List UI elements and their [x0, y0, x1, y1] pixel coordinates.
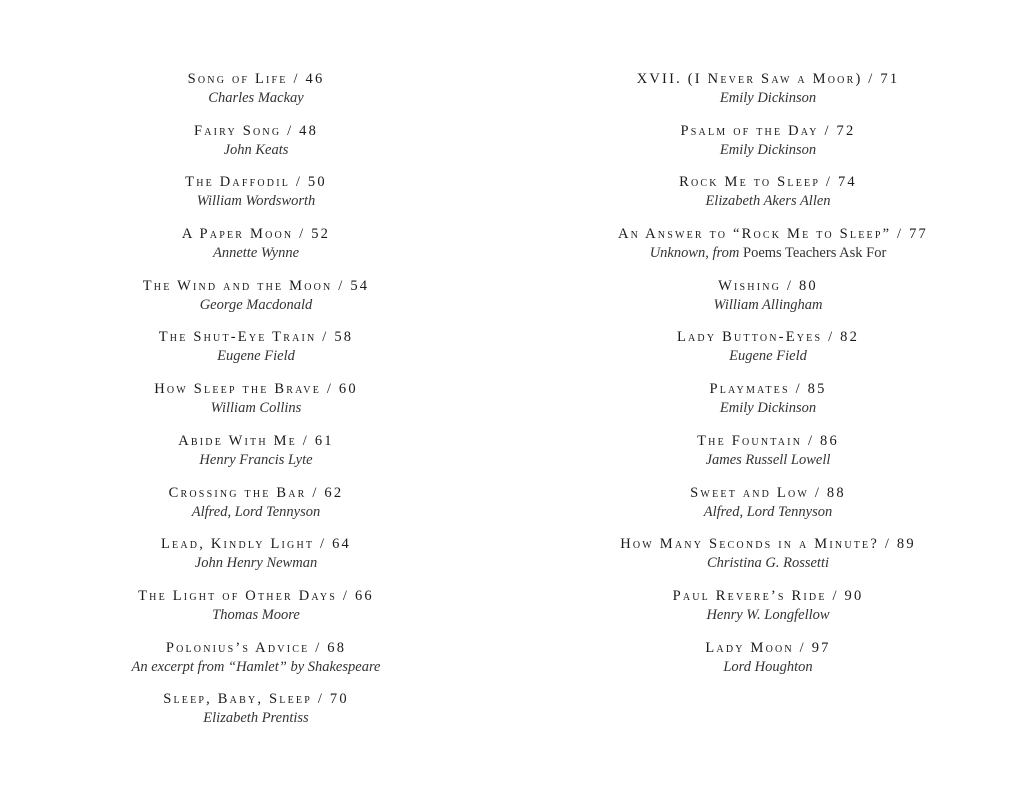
poem-author: Charles Mackay — [208, 90, 304, 106]
toc-right-column — [618, 69, 929, 689]
toc-entry[interactable] — [618, 431, 918, 483]
poem-author: Eugene Field — [217, 348, 295, 365]
poem-title[interactable]: The Fountain / 86 — [697, 432, 839, 449]
poem-author: William Allingham — [713, 296, 823, 313]
toc-entry[interactable] — [106, 276, 406, 328]
toc-entry[interactable] — [106, 69, 406, 121]
toc-entry[interactable] — [106, 224, 406, 276]
toc-entry[interactable] — [618, 224, 929, 276]
poem-author: Alfred, Lord Tennyson — [191, 503, 321, 520]
poem-title[interactable]: Polonius’s Advice / 68 — [165, 639, 347, 656]
toc-entry[interactable] — [106, 121, 406, 173]
poem-author: An excerpt from “Hamlet” by Shakespeare — [131, 658, 381, 675]
poem-title[interactable]: Lead, Kindly Light / 64 — [161, 536, 351, 553]
poem-title[interactable]: Playmates / 85 — [709, 381, 827, 398]
toc-entry[interactable] — [618, 69, 918, 121]
poem-title[interactable]: Rock Me to Sleep / 74 — [679, 174, 857, 191]
poem-author: George Macdonald — [199, 296, 313, 313]
toc-entry[interactable] — [106, 534, 406, 586]
poem-title[interactable]: The Shut-Eye Train / 58 — [158, 329, 354, 346]
poem-title[interactable]: Abide With Me / 61 — [178, 432, 334, 449]
poem-title[interactable]: The Wind and the Moon / 54 — [142, 277, 370, 294]
poem-title[interactable]: The Daffodil / 50 — [185, 174, 327, 191]
poem-author: William Collins — [210, 400, 302, 417]
toc-entry[interactable] — [106, 431, 406, 483]
toc-entry[interactable] — [618, 586, 918, 638]
poem-title[interactable]: An Answer to “Rock Me to Sleep” / 77 — [618, 226, 929, 243]
poem-author: Eugene Field — [729, 348, 807, 365]
toc-entry[interactable] — [106, 638, 406, 690]
poem-title[interactable]: How Many Seconds in a Minute? / 89 — [620, 536, 916, 553]
poem-title[interactable]: Lady Button-Eyes / 82 — [676, 329, 860, 346]
toc-entry[interactable] — [618, 379, 918, 431]
poem-title[interactable]: Sweet and Low / 88 — [690, 484, 846, 501]
poem-title[interactable]: Song of Life / 46 — [187, 71, 325, 87]
poem-author: Henry Francis Lyte — [199, 451, 313, 468]
poem-author: William Wordsworth — [196, 193, 316, 210]
poem-author: James Russell Lowell — [705, 451, 831, 468]
toc-entry[interactable] — [618, 276, 918, 328]
poem-title[interactable]: Psalm of the Day / 72 — [680, 122, 856, 139]
poem-author: John Keats — [223, 141, 289, 158]
toc-entry[interactable] — [618, 327, 918, 379]
poem-author: Christina G. Rossetti — [706, 555, 830, 572]
poem-title[interactable]: Wishing / 80 — [718, 277, 818, 294]
poem-title[interactable]: How Sleep the Brave / 60 — [154, 381, 358, 398]
poem-author: Henry W. Longfellow — [706, 606, 830, 623]
toc-entry[interactable] — [106, 379, 406, 431]
poem-author — [618, 244, 918, 263]
author-prefix: Unknown, from — [649, 245, 743, 262]
toc-entry[interactable] — [106, 172, 406, 224]
toc-entry[interactable] — [106, 483, 406, 535]
poem-title[interactable]: Lady Moon / 97 — [705, 639, 831, 656]
toc-entry[interactable] — [618, 638, 918, 690]
poem-author: Alfred, Lord Tennyson — [703, 503, 833, 520]
toc-entry[interactable] — [106, 689, 406, 741]
toc-entry[interactable] — [106, 327, 406, 379]
poem-author: John Henry Newman — [194, 555, 318, 572]
toc-left-column — [106, 69, 406, 741]
poem-title[interactable]: Paul Revere’s Ride / 90 — [672, 587, 864, 604]
poem-author: Lord Houghton — [723, 658, 813, 675]
toc-entry[interactable] — [618, 172, 918, 224]
poem-title[interactable]: The Light of Other Days / 66 — [138, 587, 374, 604]
poem-title[interactable]: Fairy Song / 48 — [193, 122, 319, 139]
toc-entry[interactable] — [618, 121, 918, 173]
toc-entry[interactable] — [618, 483, 918, 535]
poem-author: Elizabeth Akers Allen — [705, 193, 831, 210]
poem-title[interactable]: Sleep, Baby, Sleep / 70 — [163, 691, 349, 708]
poem-title[interactable]: XVII. (I Never Saw a Moor) / 71 — [636, 71, 900, 87]
poem-author: Emily Dickinson — [719, 90, 817, 106]
poem-author: Elizabeth Prentiss — [203, 710, 309, 727]
toc-entry[interactable] — [106, 586, 406, 638]
poem-author: Annette Wynne — [212, 245, 300, 262]
poem-author: Thomas Moore — [212, 606, 300, 623]
poem-author: Emily Dickinson — [719, 400, 817, 417]
poem-author: Emily Dickinson — [719, 141, 817, 158]
toc-entry[interactable] — [618, 534, 918, 586]
poem-title[interactable]: Crossing the Bar / 62 — [168, 484, 344, 501]
source-book-title: Poems Teachers Ask For — [743, 245, 887, 262]
poem-title[interactable]: A Paper Moon / 52 — [181, 226, 331, 243]
